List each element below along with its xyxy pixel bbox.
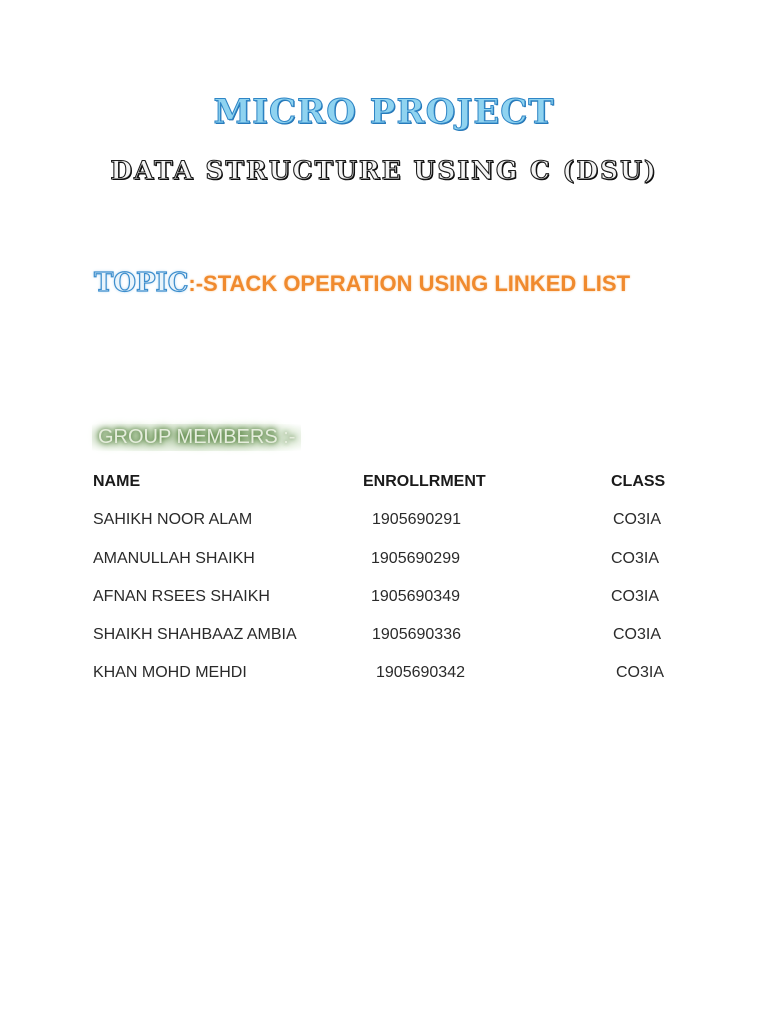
table-row [93,588,693,626]
page-subtitle: DATA STRUCTURE USING C (DSU) [110,156,658,185]
member-class: CO3IA [613,511,662,529]
group-members-heading: GROUP MEMBERS :- [92,424,301,451]
member-name: KHAN MOHD MEHDI [93,664,247,682]
table-row [93,664,693,702]
member-enrollment: 1905690299 [371,549,460,567]
table-row [93,626,693,664]
member-name: AMANULLAH SHAIKH [93,549,255,567]
member-class: CO3IA [613,626,662,644]
member-enrollment: 1905690342 [376,664,465,682]
member-name: AFNAN RSEES SHAIKH [93,587,270,605]
member-enrollment: 1905690336 [372,626,461,644]
topic-label: TOPIC [94,268,189,298]
table-header-row [93,473,693,511]
member-enrollment: 1905690291 [372,511,461,529]
member-name: SAHIKH NOOR ALAM [93,511,253,529]
member-class: CO3IA [611,587,660,605]
column-header-class: CLASS [611,473,666,490]
topic-line [94,268,630,298]
member-class: CO3IA [611,549,660,567]
member-name: SHAIKH SHAHBAAZ AMBIA [93,626,297,644]
column-header-enrollment: ENROLLRMENT [363,473,486,490]
table-row [93,511,693,549]
member-class: CO3IA [616,664,665,682]
members-table [93,473,693,703]
member-enrollment: 1905690349 [371,587,460,605]
topic-text: :-STACK OPERATION USING LINKED LIST [188,271,631,296]
table-row [93,550,693,588]
column-header-name: NAME [93,473,141,490]
page-title: MICRO PROJECT [213,92,555,132]
